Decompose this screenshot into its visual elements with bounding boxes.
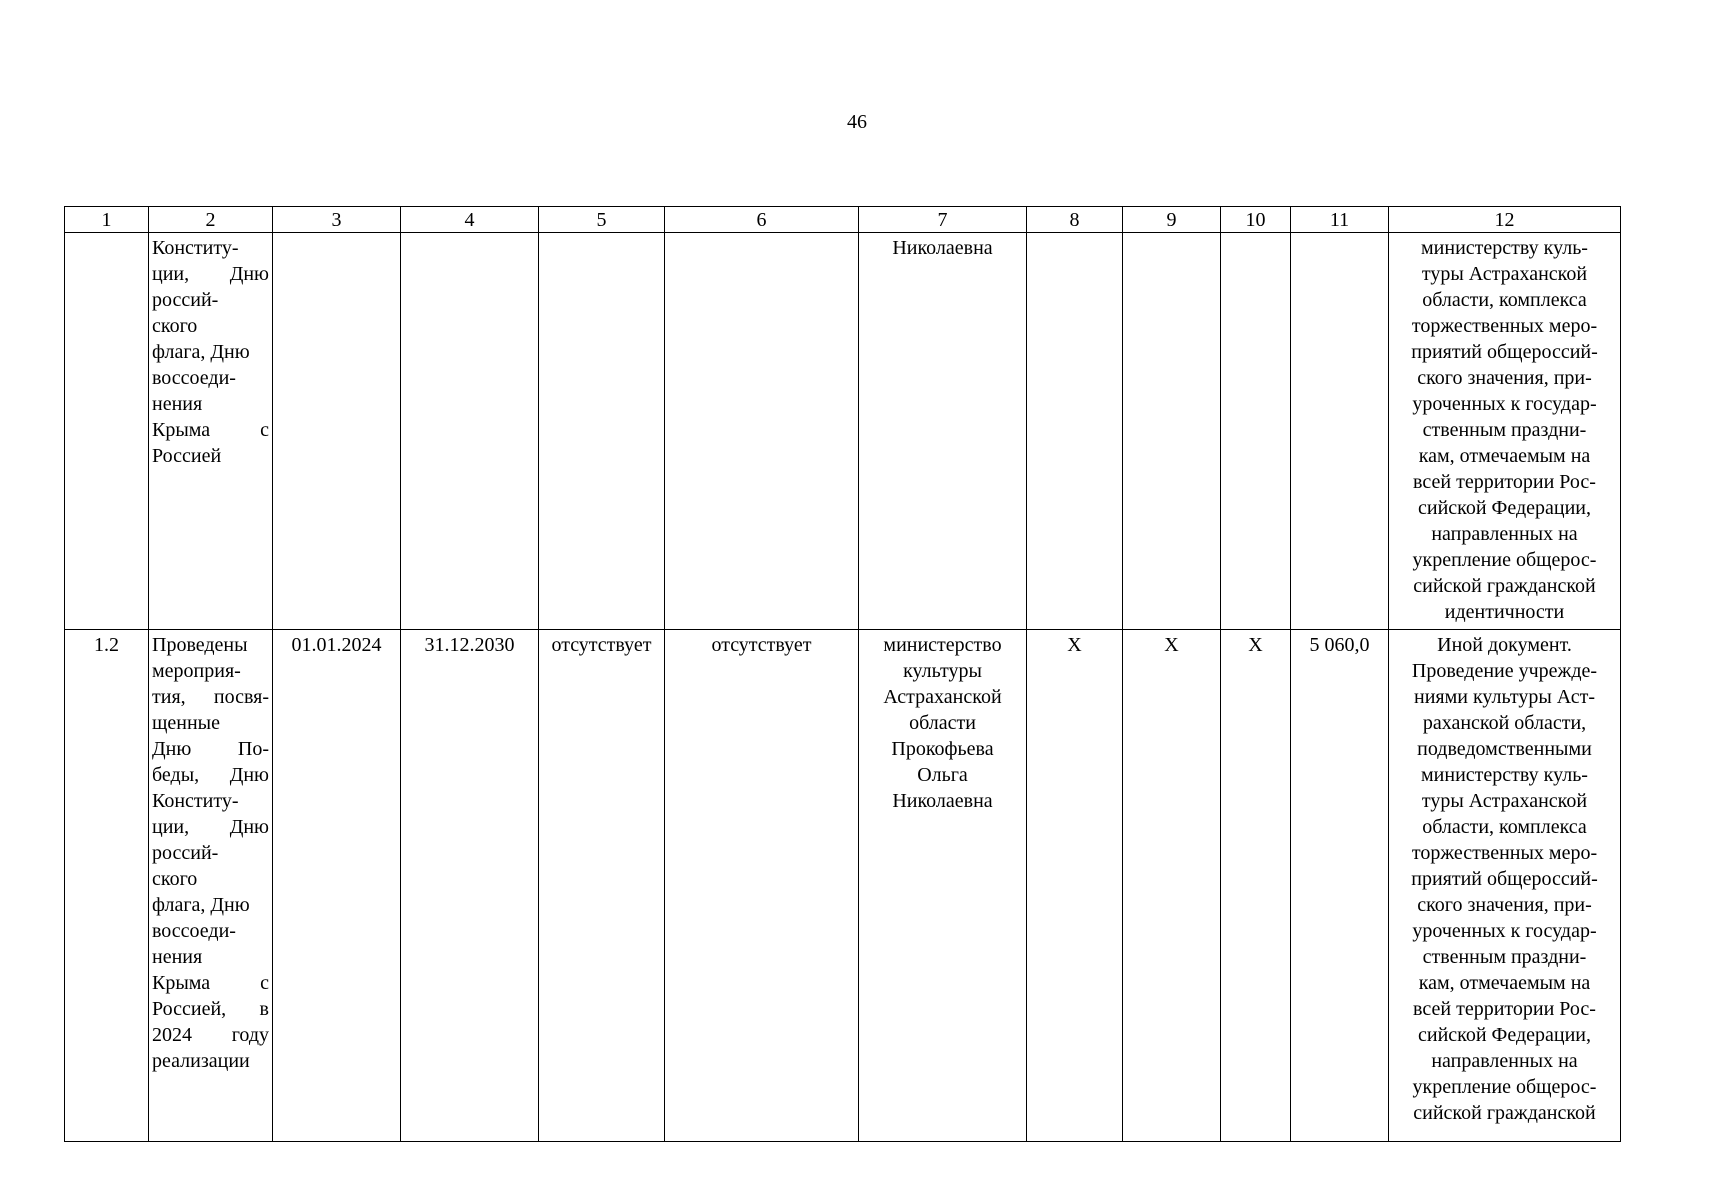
row1-number-cell [65, 233, 149, 630]
row2-col10-cell: Х [1221, 630, 1291, 1142]
text-line: нения [152, 946, 203, 969]
page-number: 46 [847, 111, 867, 133]
text-line: флага, Дню [152, 341, 250, 364]
row1-responsible-cell [859, 233, 1027, 630]
row2-start-date-cell: 01.01.2024 [273, 630, 401, 1142]
text-line: области, комплекса [1422, 289, 1587, 312]
text-line: ского [152, 868, 198, 891]
text-line: Дню По- [152, 738, 269, 761]
text-line: кам, отмечаемым на [1418, 972, 1591, 995]
column-header-9: 9 [1123, 207, 1221, 233]
column-header-6: 6 [665, 207, 859, 233]
text-line: министерству куль- [1421, 237, 1588, 260]
text-line: направленных на [1431, 1050, 1578, 1073]
text-line: ского значения, при- [1417, 367, 1592, 390]
text-line: флага, Дню [152, 894, 250, 917]
text-line: ского значения, при- [1417, 894, 1592, 917]
text-line: сийской гражданской [1413, 1102, 1596, 1125]
text-line: направленных на [1431, 523, 1578, 546]
text-line: россий- [152, 842, 219, 865]
text-line: торжественных меро- [1411, 842, 1598, 865]
text-line: уроченных к государ- [1412, 920, 1597, 943]
text-line: ственным праздни- [1422, 419, 1587, 442]
text-line: воссоеди- [152, 920, 236, 943]
text-line: Проведение учрежде- [1411, 660, 1598, 683]
row2-col5-cell: отсутствует [539, 630, 665, 1142]
row2-col8-cell: Х [1027, 630, 1123, 1142]
row1-col9-cell [1123, 233, 1221, 630]
row2-col6-cell: отсутствует [665, 630, 859, 1142]
text-line: Россией [152, 445, 222, 468]
row1-col10-cell [1221, 233, 1291, 630]
text-line: Прокофьева [891, 738, 994, 761]
text-line: идентичности [1444, 601, 1565, 624]
row1-activity-cell [149, 233, 273, 630]
table-row-continuation [65, 233, 1621, 630]
text-line: Проведены [152, 634, 248, 657]
text-line: министерство [883, 634, 1002, 657]
text-line: 2024 году [152, 1024, 269, 1047]
text-line: россий- [152, 289, 219, 312]
text-line: туры Астраханской [1421, 790, 1588, 813]
text-line: сийской Федерации, [1417, 1024, 1592, 1047]
text-line: укрепление общерос- [1412, 549, 1597, 572]
text-line: Астраханской [883, 686, 1002, 709]
text-line: всей территории Рос- [1413, 998, 1596, 1021]
row2-document-cell [1389, 630, 1621, 1142]
row1-end-date-cell [401, 233, 539, 630]
row1-document-cell [1389, 233, 1621, 630]
text-line: Николаевна [892, 790, 993, 813]
text-line: мероприя- [152, 660, 241, 683]
text-line: культуры [903, 660, 982, 683]
text-line: министерству куль- [1421, 764, 1588, 787]
row1-amount-cell [1291, 233, 1389, 630]
text-line: области [909, 712, 976, 735]
row2-number-cell: 1.2 [65, 630, 149, 1142]
text-line: воссоеди- [152, 367, 236, 390]
row1-col5-cell [539, 233, 665, 630]
text-line: Иной документ. [1437, 634, 1572, 657]
text-line: ственным праздни- [1422, 946, 1587, 969]
text-line: подведомственными [1417, 738, 1592, 761]
row1-start-date-cell [273, 233, 401, 630]
row2-activity-cell [149, 630, 273, 1142]
column-header-10: 10 [1221, 207, 1291, 233]
text-line: укрепление общерос- [1412, 1076, 1597, 1099]
text-line: раханской области, [1422, 712, 1587, 735]
text-line: сийской Федерации, [1417, 497, 1592, 520]
text-line: ского [152, 315, 198, 338]
column-header-11: 11 [1291, 207, 1389, 233]
text-line: Крыма с [152, 972, 269, 995]
text-line: ции, Дню [152, 816, 269, 839]
text-line: тия, посвя- [152, 686, 269, 709]
text-line: сийской гражданской [1413, 575, 1596, 598]
text-line: кам, отмечаемым на [1418, 445, 1591, 468]
text-line: щенные [152, 712, 220, 735]
text-line: Россией, в [152, 998, 269, 1021]
column-header-3: 3 [273, 207, 401, 233]
text-line: беды, Дню [152, 764, 269, 787]
text-line: туры Астраханской [1421, 263, 1588, 286]
text-line: торжественных меро- [1411, 315, 1598, 338]
column-header-7: 7 [859, 207, 1027, 233]
text-line: Ольга [917, 764, 968, 787]
text-line: ции, Дню [152, 263, 269, 286]
text-line: ниями культуры Аст- [1414, 686, 1595, 709]
column-header-5: 5 [539, 207, 665, 233]
table-row-1-2 [65, 630, 1621, 1142]
row2-responsible-cell [859, 630, 1027, 1142]
row1-col8-cell [1027, 233, 1123, 630]
text-line: всей территории Рос- [1413, 471, 1596, 494]
column-header-1: 1 [65, 207, 149, 233]
text-line: уроченных к государ- [1412, 393, 1597, 416]
text-line: Конститу- [152, 790, 239, 813]
column-numbers-row [65, 207, 1621, 233]
row2-end-date-cell: 31.12.2030 [401, 630, 539, 1142]
program-activities-table [64, 206, 1621, 1142]
text-line: Конститу- [152, 237, 239, 260]
column-header-8: 8 [1027, 207, 1123, 233]
column-header-2: 2 [149, 207, 273, 233]
text-line: Крыма с [152, 419, 269, 442]
column-header-12: 12 [1389, 207, 1621, 233]
row2-amount-cell: 5 060,0 [1291, 630, 1389, 1142]
text-line: области, комплекса [1422, 816, 1587, 839]
text-line: нения [152, 393, 203, 416]
row2-col9-cell: Х [1123, 630, 1221, 1142]
row1-col6-cell [665, 233, 859, 630]
text-line: приятий общероссий- [1411, 341, 1598, 364]
text-line: Николаевна [892, 237, 993, 260]
text-line: приятий общероссий- [1411, 868, 1598, 891]
column-header-4: 4 [401, 207, 539, 233]
text-line: реализации [152, 1050, 250, 1073]
